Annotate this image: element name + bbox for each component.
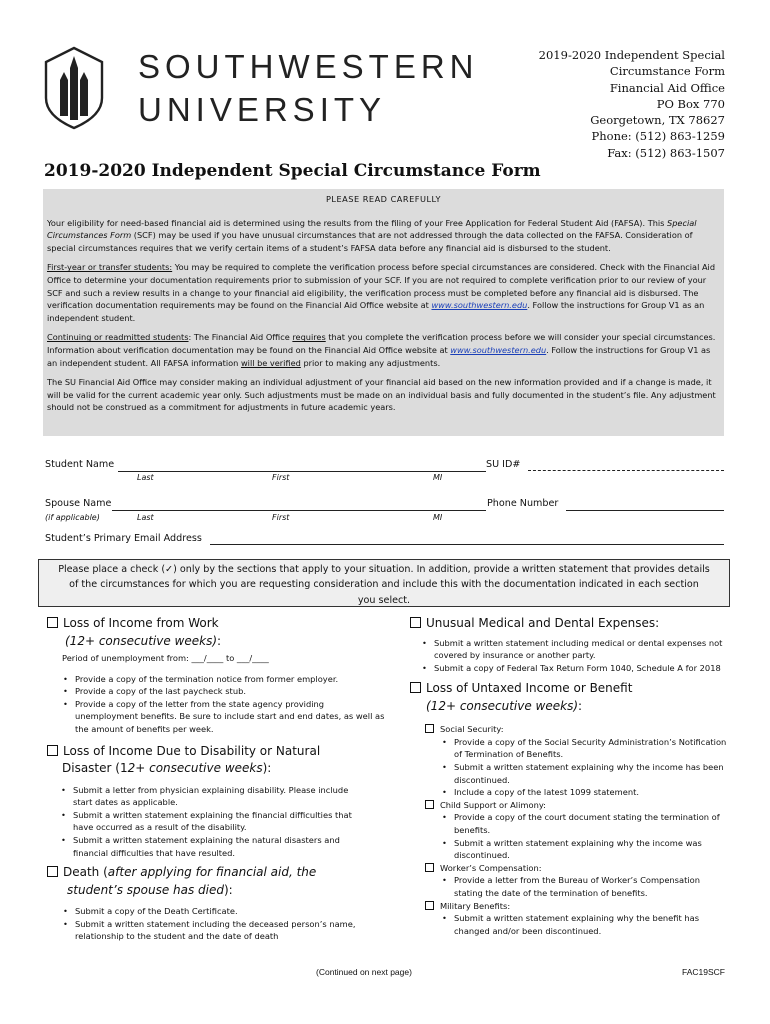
notice-paragraph: The SU Financial Aid Office may consider making an individual adjustment of your financial aid based on the new information provided and if a change is made, it will be valid for the current academic year only. Such adjustments must be made on an individual basis and fully documented in the student’s file. Any adjustment should not be construed as a commitment for adjustments in future academic years.: [47, 377, 716, 413]
first-name-caption: First: [272, 513, 290, 522]
list-item: • Provide a copy of the last paycheck stub.: [61, 685, 387, 698]
address-line: Georgetown, TX 78627: [590, 113, 725, 128]
continued-note: (Continued on next page): [316, 967, 412, 977]
student-name-field[interactable]: [118, 471, 486, 472]
list-item: • Submit a written statement including the deceased person’s name, relationship to the student and the date of death: [61, 918, 361, 943]
spouse-name-label: Spouse Name: [45, 498, 112, 509]
workers-comp-list: [410, 874, 728, 899]
list-item: • Submit a written statement explaining the natural disasters and financial difficulties that have resulted.: [59, 834, 359, 859]
social-security-option: Social Security:: [410, 723, 728, 736]
notice-box: [43, 189, 724, 436]
untaxed-income-checkbox[interactable]: [410, 682, 421, 693]
child-support-checkbox[interactable]: [425, 800, 434, 809]
notice-paragraph: Your eligibility for need-based financial aid is determined using the results from the filing of your Free Application for Federal Student Aid (FAFSA). This Special Circumstances Form (SCF) may be used if you have unusual circumstances that are not addressed through the data collected on the FAFSA. Consideration of special circumstances requires that we verify certain items of a student’s FAFSA data before any financial aid is disbursed to the student.: [47, 217, 697, 253]
if-applicable-caption: (if applicable): [45, 513, 100, 522]
notice-paragraph: First-year or transfer students: You may be required to complete the verification process before special circumstances are considered. Check with the Financial Aid Office to determine your documentation requirements prior to submission of your SCF. If you are not required to complete verification prior to our review of your SCF and such a review results in a change to your financial aid eligibility, the verification process must be completed before any financial aid is disbursed. The verification documentation requirements may be found on the Financial Aid Office website at www.southwestern.edu. Follow the instructions for Group V1 as an independent student.: [47, 262, 716, 323]
loss-work-list: [47, 673, 387, 736]
instructions-line: Please place a check (✓) only by the sections that apply to your situation. In addition, provide a written statement that provides details: [58, 564, 710, 575]
notice-paragraph: Continuing or readmitted students: The Financial Aid Office requires that you complete the verification process before we will consider your special circumstances. Information about verification documentation may be found on the Financial Aid Office website at www.southwestern.edu. Follow the instructions for Group V1 as an independent student. All FAFSA information will be verified prior to making any adjustments.: [47, 332, 716, 368]
untaxed-income-section: Loss of Untaxed Income or Benefit (12+ consecutive weeks):: [410, 680, 728, 715]
su-id-label: SU ID#: [486, 459, 521, 470]
list-item: • Submit a written statement explaining why the benefit has changed and/or been discontinued.: [440, 912, 728, 937]
spouse-name-field[interactable]: [112, 510, 486, 511]
address-line: 2019-2020 Independent Special: [538, 48, 725, 62]
address-line: Fax: (512) 863-1507: [607, 145, 725, 160]
social-security-list: [410, 736, 728, 799]
list-item: • Provide a copy of the court document stating the termination of benefits.: [440, 811, 728, 836]
office-address: [465, 47, 725, 161]
list-item: • Submit a written statement explaining why the income was discontinued.: [440, 837, 728, 862]
address-line: PO Box 770: [656, 96, 725, 111]
list-item: • Submit a written statement including medical or dental expenses not covered by insurance or another party.: [420, 637, 725, 662]
list-item: • Submit a written statement explaining the financial difficulties that have occurred as a result of the disability.: [59, 809, 359, 834]
instructions-line: of the circumstances for which you are requesting consideration and include this with the documentation indicated in each section: [69, 579, 699, 591]
instructions-line: you select.: [357, 594, 411, 606]
address-line: Phone: (512) 863-1259: [591, 129, 725, 144]
university-name-line1: SOUTHWESTERN: [138, 48, 479, 85]
list-item: • Submit a copy of Federal Tax Return Form 1040, Schedule A for 2018: [420, 662, 725, 675]
loss-income-disability-section: Loss of Income Due to Disability or Natural Disaster (12+ consecutive weeks):: [47, 743, 387, 778]
phone-number-field[interactable]: [566, 510, 724, 511]
website-link[interactable]: www.southwestern.edu: [431, 300, 528, 311]
death-checkbox[interactable]: [47, 866, 58, 877]
university-name-line2: UNIVERSITY: [138, 91, 387, 128]
military-benefits-option: Military Benefits:: [410, 900, 728, 913]
list-item: • Submit a copy of the Death Certificate.: [61, 905, 361, 918]
list-item: • Provide a copy of the letter from the state agency providing unemployment benefits. Be sure to include start and end dates, as well as the amount of benefits per week.: [61, 698, 387, 736]
form-code: FAC19SCF: [682, 967, 725, 977]
last-name-caption: Last: [137, 473, 154, 482]
loss-income-work-checkbox[interactable]: [47, 617, 58, 628]
child-support-option: Child Support or Alimony:: [410, 799, 728, 812]
phone-number-label: Phone Number: [487, 498, 559, 509]
social-security-checkbox[interactable]: [425, 724, 434, 733]
loss-income-work-section: Loss of Income from Work (12+ consecutive weeks):: [47, 615, 387, 650]
child-support-list: [410, 811, 728, 861]
medical-list: [410, 637, 725, 675]
first-name-caption: First: [272, 473, 290, 482]
instructions-box: [38, 559, 730, 607]
workers-comp-option: Worker’s Compensation:: [410, 862, 728, 875]
list-item: • Provide a copy of the Social Security Administration’s Notification of Termination of Benefits.: [440, 736, 728, 761]
list-item: • Submit a letter from physician explaining disability. Please include start dates as applicable.: [59, 784, 359, 809]
list-item: • Submit a written statement explaining why the income has been discontinued.: [440, 761, 728, 786]
disability-list: [47, 784, 359, 860]
form-title: 2019-2020 Independent Special Circumstance Form: [44, 161, 541, 181]
mi-caption: MI: [433, 513, 443, 522]
mi-caption: MI: [433, 473, 443, 482]
medical-expenses-checkbox[interactable]: [410, 617, 421, 628]
address-line: Financial Aid Office: [609, 80, 725, 95]
email-field[interactable]: [210, 544, 724, 545]
list-item: • Include a copy of the latest 1099 statement.: [440, 786, 728, 799]
last-name-caption: Last: [137, 513, 154, 522]
loss-income-disability-checkbox[interactable]: [47, 745, 58, 756]
list-item: • Provide a copy of the termination notice from former employer.: [61, 673, 387, 686]
medical-expenses-section: Unusual Medical and Dental Expenses:: [410, 615, 728, 633]
su-id-field[interactable]: [528, 470, 724, 471]
notice-heading: PLEASE READ CAREFULLY: [325, 194, 442, 204]
unemployment-period: Period of unemployment from: ___/____ to ___/____: [62, 653, 269, 663]
death-section: Death (after applying for financial aid, the student’s spouse has died):: [47, 864, 387, 899]
university-logo-icon: [44, 46, 104, 130]
military-benefits-checkbox[interactable]: [425, 901, 434, 910]
death-list: [47, 905, 361, 943]
left-column: [47, 615, 387, 943]
website-link[interactable]: www.southwestern.edu: [450, 344, 547, 355]
email-label: Student’s Primary Email Address: [45, 533, 202, 544]
list-item: • Provide a letter from the Bureau of Worker’s Compensation stating the date of the termination of benefits.: [440, 874, 728, 899]
military-benefits-list: [410, 912, 728, 937]
right-column: [410, 615, 728, 937]
student-name-label: Student Name: [45, 459, 115, 470]
address-line: Circumstance Form: [609, 64, 725, 79]
workers-comp-checkbox[interactable]: [425, 863, 434, 872]
